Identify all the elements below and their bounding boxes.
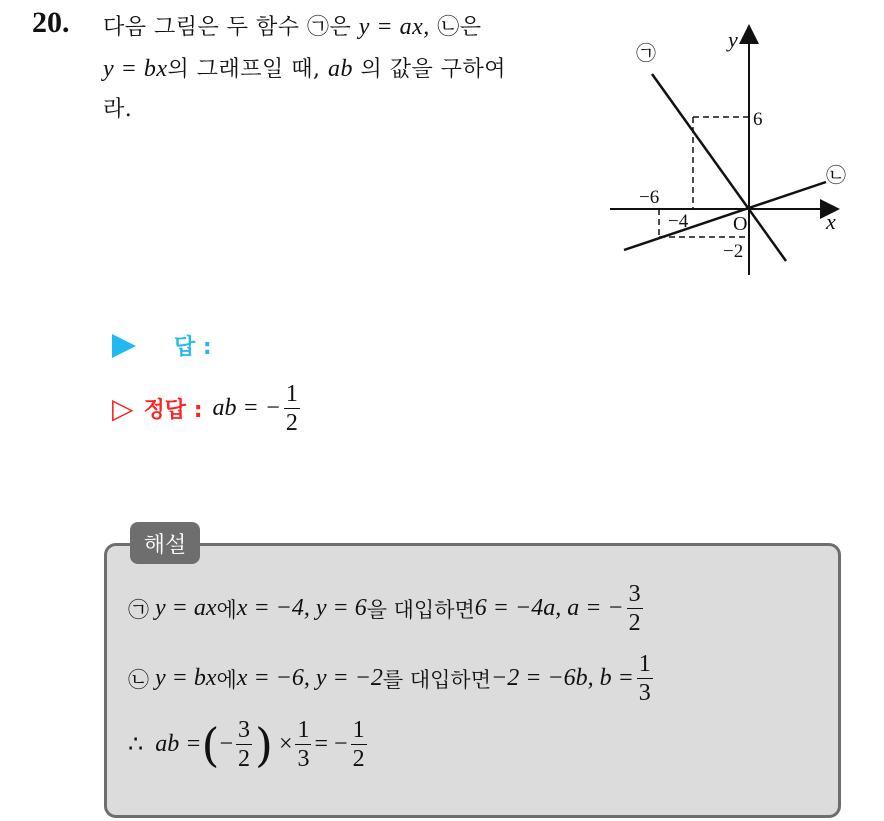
correct-answer-label: 정답 : — [143, 398, 203, 423]
fraction: $\frac{1}{3}$ — [297, 717, 310, 772]
tick-label-y-6: 6 — [753, 109, 763, 130]
answer-label: 답 : — [174, 335, 212, 360]
question-line-3: 라. — [103, 97, 133, 122]
answer-row — [112, 330, 212, 361]
correct-answer-lhs: ab = − — [212, 395, 281, 421]
solution-row-1: ㉠ y = ax 에 x = −4, y = 6 을 대입하면 6 = −4a, a = − $\frac{3}{2}$ — [128, 581, 641, 636]
circle-label-1: ㉠ — [307, 15, 330, 40]
circle-label-2: ㉡ — [128, 667, 149, 692]
fraction: $\frac{1}{3}$ — [638, 651, 651, 706]
circle-label-1: ㉠ — [128, 597, 149, 622]
graph-label-line-b: ㉡ — [826, 165, 846, 187]
correct-answer-fraction: $\frac{1}{2}$ — [285, 381, 298, 436]
problem-number: 20. — [32, 6, 70, 39]
question-line-1: 다음 그림은 두 함수 ㉠은 y = ax, ㉡은 — [103, 14, 482, 40]
correct-answer-row — [112, 380, 303, 437]
solution-tag: 해설 — [130, 522, 200, 564]
equation-1: y = ax, — [358, 14, 430, 40]
question-line-2: y = bx의 그래프일 때, ab 의 값을 구하여 — [103, 56, 506, 82]
circle-label-2: ㉡ — [437, 15, 460, 40]
origin-label: O — [733, 213, 748, 235]
fraction: $\frac{3}{2}$ — [237, 717, 250, 772]
x-axis-label: x — [826, 209, 836, 234]
solution-row-3: ∴ ab = ( − $\frac{3}{2}$ ) × $\frac{1}{3}$ = − $\frac{1}{2}$ — [128, 717, 365, 772]
solution-row-2: ㉡ y = bx 에 x = −6, y = −2 를 대입하면 −2 = −6b, b = $\frac{1}{3}$ — [128, 651, 651, 706]
y-axis-label: y — [728, 27, 738, 52]
tick-label-y-neg2: −2 — [723, 241, 744, 262]
coordinate-graph — [600, 20, 860, 282]
fraction: $\frac{1}{2}$ — [352, 717, 365, 772]
graph-label-line-a: ㉠ — [636, 43, 656, 65]
tick-label-x-neg6: −6 — [639, 187, 660, 208]
equation-2: y = bx — [103, 56, 168, 82]
tick-label-x-neg4: −4 — [668, 211, 689, 232]
outline-triangle-icon: ▷ — [112, 391, 134, 425]
play-triangle-icon — [112, 334, 136, 358]
fraction: $\frac{3}{2}$ — [628, 581, 641, 636]
